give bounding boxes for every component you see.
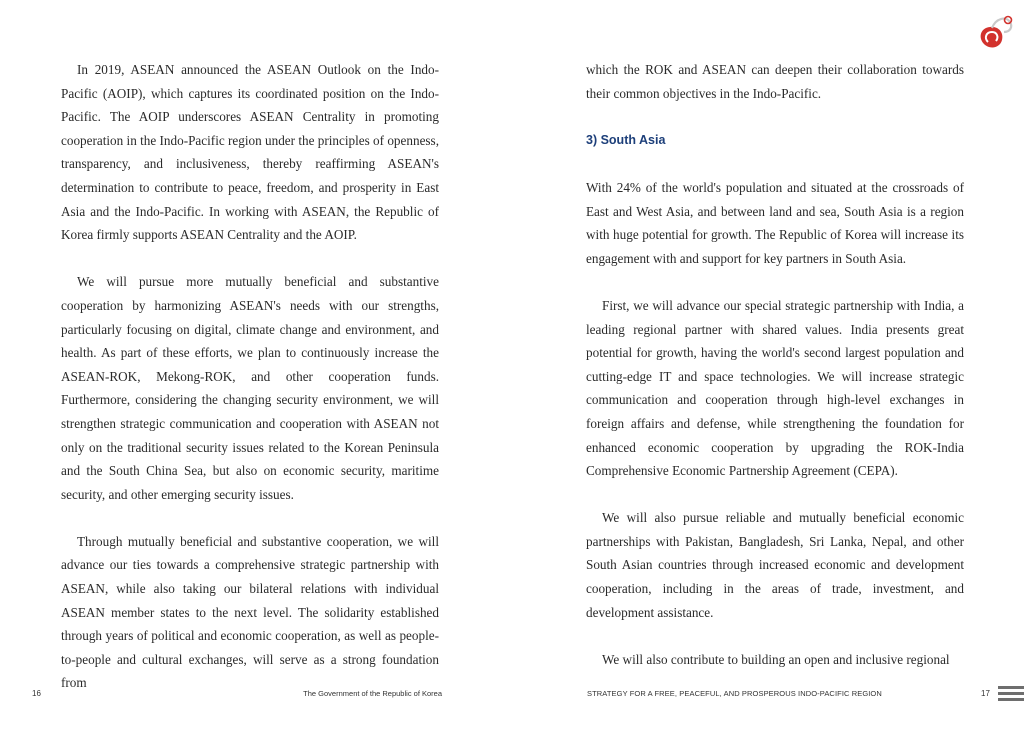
menu-icon[interactable] bbox=[998, 686, 1024, 704]
right-page bbox=[512, 0, 1024, 736]
menu-icon-bar bbox=[998, 692, 1024, 695]
section-heading: 3) South Asia bbox=[586, 132, 666, 147]
continuation-paragraph: which the ROK and ASEAN can deepen their collaboration towards their common objectives in the Indo-Pacific. bbox=[586, 62, 964, 101]
menu-icon-bar bbox=[998, 698, 1024, 701]
paragraph: In 2019, ASEAN announced the ASEAN Outlook on the Indo-Pacific (AOIP), which captures its coordinated position on the Indo-Pacific. The AOIP underscores ASEAN Centrality in promoting cooperation in the Indo-Pacific region under the principles of openness, transparency, and inclusiveness, thereby reaffirming ASEAN's determination to contribute to peace, freedom, and prosperity in East Asia and the Indo-Pacific. In working with ASEAN, the Republic of Korea firmly supports ASEAN Centrality and the AOIP. bbox=[61, 62, 439, 243]
korea-emblem-icon bbox=[970, 10, 1018, 54]
paragraph: Through mutually beneficial and substantive cooperation, we will advance our ties towards a comprehensive strategic partnership with ASEAN, while also taking our bilateral relations with individual ASEAN member states to the next level. The solidarity established through years of political and economic cooperation, as well as people-to-people and cultural exchanges, will serve as a strong foundation from bbox=[61, 533, 439, 691]
paragraph: With 24% of the world's population and situated at the crossroads of East and West Asia, and between land and sea, South Asia is a region with huge potential for growth. The Republic of Korea will increase its engagement with and support for key partners in South Asia. bbox=[586, 179, 964, 266]
paragraph: We will also contribute to building an open and inclusive regional bbox=[602, 651, 950, 667]
footer-title: The Government of the Republic of Korea bbox=[303, 689, 442, 698]
menu-icon-bar bbox=[998, 686, 1024, 689]
paragraph: We will pursue more mutually beneficial and substantive cooperation by harmonizing ASEAN's needs with our strengths, particularly focusing on digital, climate change and environment, and health. As part of these efforts, we plan to continuously increase the ASEAN-ROK, Mekong-ROK, and other cooperation funds. Furthermore, considering the changing security environment, we will strengthen strategic communication and cooperation with ASEAN not only on the traditional security issues related to the Korean Peninsula and the South China Sea, but also on economic security, maritime security, and other emerging security issues. bbox=[61, 274, 439, 502]
footer-title: STRATEGY FOR A FREE, PEACEFUL, AND PROSPEROUS INDO-PACIFIC REGION bbox=[587, 689, 882, 698]
page-number: 17 bbox=[981, 689, 990, 698]
right-text-column bbox=[586, 58, 964, 695]
page-number: 16 bbox=[32, 689, 41, 698]
paragraph: We will also pursue reliable and mutually beneficial economic partnerships with Pakistan, Bangladesh, Sri Lanka, Nepal, and other South Asian countries through increased economic and development cooperation, including in the areas of trade, investment, and development assistance. bbox=[586, 510, 964, 620]
paragraph: First, we will advance our special strategic partnership with India, a leading regional partner with shared values. India presents great potential for growth, having the world's second largest population and cutting-edge IT and space technologies. We will increase strategic communication and cooperation through high-level exchanges in foreign affairs and defense, while strengthening the foundation for enhanced economic cooperation by upgrading the ROK-India Comprehensive Economic Partnership Agreement (CEPA). bbox=[586, 297, 964, 479]
left-text-column bbox=[61, 58, 439, 719]
